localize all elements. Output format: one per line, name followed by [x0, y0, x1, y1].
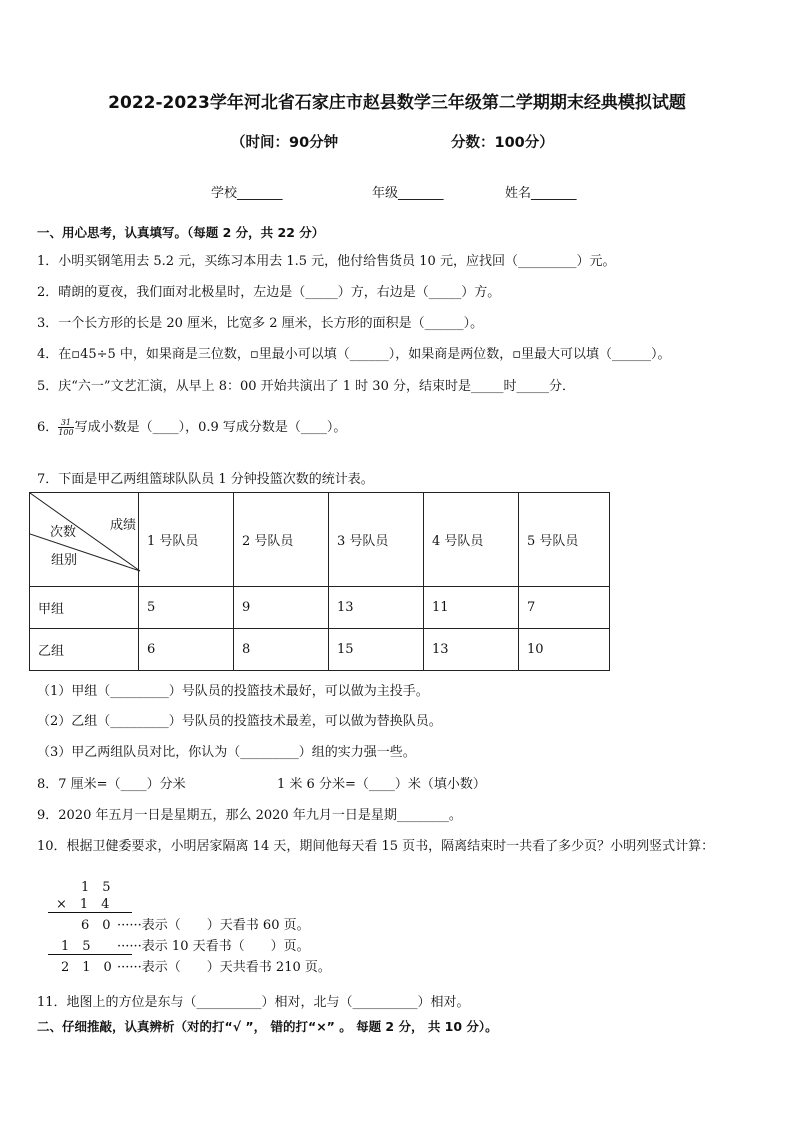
diagonal-lines [30, 493, 148, 587]
table-header-row [30, 493, 610, 587]
question-10: 10．根据卫健委要求，小明居家隔离 14 天，期间他每天看 15 页书，隔离结束时一共看了多少页？小明列竖式计算： [37, 839, 715, 854]
calc-line-2 [48, 954, 132, 955]
question-11: 11．地图上的方位是东与（__________）相对，北与（__________）相对。 [37, 995, 470, 1010]
table-row-label: 甲组 [30, 587, 139, 629]
page-title: 2022-2023学年河北省石家庄市赵县数学三年级第二学期期末经典模拟试题 [108, 93, 686, 113]
question-5: 5．庆“六一”文艺汇演，从早上 8：00 开始共演出了 1 时 30 分，结束时是_____时_____分． [37, 379, 575, 394]
question-7-1: （1）甲组（_________）号队员的投篮技术最好，可以做为主投手。 [37, 684, 429, 699]
fraction [58, 418, 73, 437]
table-cell: 13 [329, 587, 424, 629]
table-header-cell: 3 号队员 [329, 493, 424, 587]
section-2-heading: 二、仔细推敲，认真辨析（对的打“√ ”， 错的打“×” 。 每题 2 分， 共 10 分）。 [37, 1019, 498, 1034]
question-6-number: 6． [37, 420, 59, 435]
section-1-heading: 一、用心思考，认真填写。（每题 2 分，共 22 分） [37, 225, 325, 240]
exam-score: 分数：100分） [451, 135, 554, 151]
table-cell: 15 [329, 629, 424, 671]
table-cell: 8 [234, 629, 329, 671]
table-cell: 6 [139, 629, 234, 671]
exam-time: （时间：90分钟 [231, 135, 339, 151]
question-1: 1．小明买钢笔用去 5.2 元，买练习本用去 1.5 元，他付给售货员 10 元，应找回（_________）元。 [37, 254, 616, 269]
question-7: 7．下面是甲乙两组篮球队队员 1 分钟投篮次数的统计表。 [37, 472, 374, 487]
question-7-2: （2）乙组（_________）号队员的投篮技术最差，可以做为替换队员。 [37, 714, 442, 729]
question-3: 3．一个长方形的长是 20 厘米，比宽多 2 厘米，长方形的面积是（______）。 [37, 316, 484, 331]
corner-label-count: 次数 [50, 525, 77, 540]
fraction-numerator: 31 [58, 418, 73, 428]
fraction-denominator: 100 [58, 428, 74, 437]
table-row [30, 587, 610, 629]
calc-row-multiplicand: 1 5 [81, 880, 111, 895]
table-cell: 13 [424, 629, 519, 671]
calc-note-2: ······表示 10 天看书（ ）页。 [117, 939, 310, 954]
question-6-text: 写成小数是（____），0.9 写成分数是（____）。 [74, 420, 347, 435]
question-2: 2．晴朗的夏夜，我们面对北极星时，左边是（_____）方，右边是（_____）方。 [37, 285, 501, 300]
table-header-cell: 5 号队员 [519, 493, 610, 587]
table-cell: 5 [139, 587, 234, 629]
table-cell: 9 [234, 587, 329, 629]
calc-note-1: ······表示（ ）天看书 60 页。 [117, 918, 310, 933]
table-header-cell: 1 号队员 [139, 493, 234, 587]
table-cell: 10 [519, 629, 610, 671]
calc-row-partial-2: 1 5 [61, 939, 91, 954]
question-9: 9．2020 年五月一日是星期五，那么 2020 年九月一日是星期________。 [37, 808, 462, 823]
question-8a: 8．7 厘米=（____）分米 [37, 777, 186, 792]
table-cell: 7 [519, 587, 610, 629]
table-row [30, 629, 610, 671]
question-4: 4．在▫45÷5 中，如果商是三位数，▫里最小可以填（______），如果商是两位数，▫里最大可以填（______）。 [37, 347, 671, 362]
calc-line-1 [48, 912, 132, 913]
stats-table [29, 492, 610, 671]
grade-field[interactable]: 年级_______ [372, 186, 444, 201]
question-7-3: （3）甲乙两组队员对比，你认为（_________）组的实力强一些。 [37, 745, 416, 760]
question-8b: 1 米 6 分米=（____）米（填小数） [277, 777, 486, 792]
corner-label-group: 组别 [51, 553, 78, 568]
table-header-cell: 4 号队员 [424, 493, 519, 587]
school-field[interactable]: 学校_______ [211, 186, 283, 201]
corner-label-score: 成绩 [110, 518, 137, 533]
table-corner-cell [30, 493, 139, 587]
calc-row-result: 2 1 0 [61, 960, 112, 975]
calc-row-partial-1: 6 0 [81, 918, 111, 933]
table-row-label: 乙组 [30, 629, 139, 671]
question-6 [37, 416, 346, 437]
calc-note-3: ······表示（ ）天共看书 210 页。 [117, 960, 331, 975]
table-cell: 11 [424, 587, 519, 629]
name-field[interactable]: 姓名_______ [505, 186, 577, 201]
calc-row-multiplier: × 1 4 [56, 897, 110, 912]
table-header-cell: 2 号队员 [234, 493, 329, 587]
